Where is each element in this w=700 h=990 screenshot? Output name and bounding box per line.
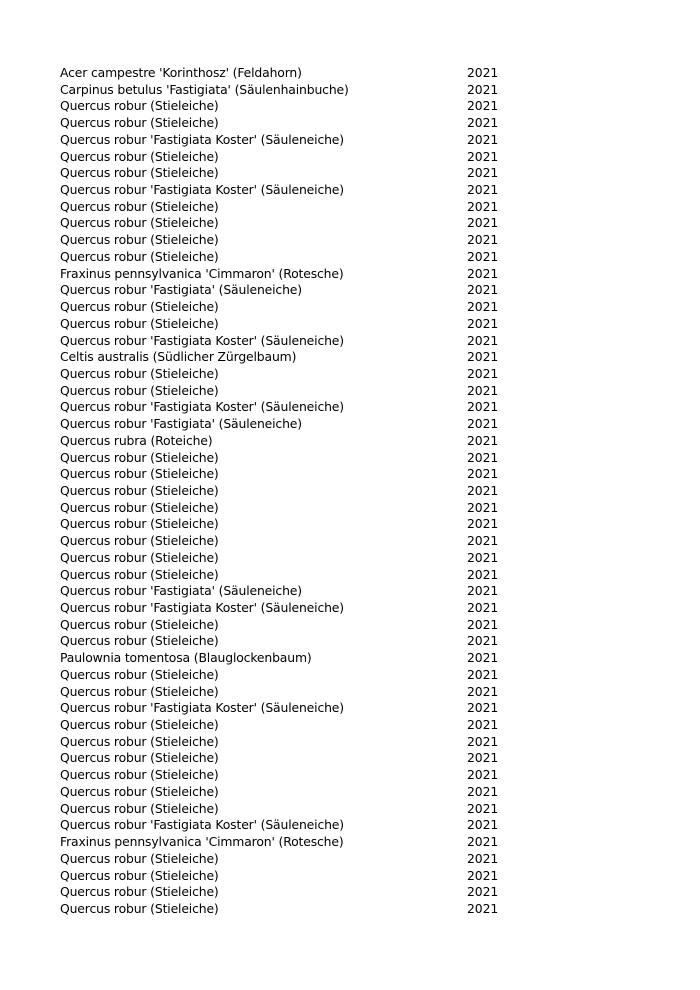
planting-year: 2021	[467, 733, 499, 749]
list-item	[60, 182, 520, 199]
list-item	[60, 199, 520, 216]
planting-year: 2021	[467, 783, 499, 799]
planting-year: 2021	[467, 98, 499, 114]
species-name: Quercus robur (Stieleiche)	[60, 549, 219, 565]
planting-year: 2021	[467, 616, 499, 632]
species-name: Quercus robur 'Fastigiata Koster' (Säuleneiche)	[60, 131, 344, 147]
list-item	[60, 299, 520, 316]
planting-year: 2021	[467, 566, 499, 582]
planting-year: 2021	[467, 666, 499, 682]
species-name: Quercus robur 'Fastigiata Koster' (Säuleneiche)	[60, 700, 344, 716]
list-item	[60, 383, 520, 400]
planting-year: 2021	[467, 817, 499, 833]
planting-year: 2021	[467, 332, 499, 348]
planting-year: 2021	[467, 416, 499, 432]
list-item	[60, 583, 520, 600]
species-name: Quercus robur (Stieleiche)	[60, 633, 219, 649]
planting-year: 2021	[467, 700, 499, 716]
species-name: Quercus robur 'Fastigiata Koster' (Säuleneiche)	[60, 182, 344, 198]
species-name: Quercus robur (Stieleiche)	[60, 165, 219, 181]
list-item	[60, 633, 520, 650]
species-name: Quercus robur (Stieleiche)	[60, 717, 219, 733]
list-item	[60, 282, 520, 299]
species-name: Quercus robur (Stieleiche)	[60, 767, 219, 783]
species-name: Quercus robur (Stieleiche)	[60, 884, 219, 900]
planting-year: 2021	[467, 282, 499, 298]
list-item	[60, 617, 520, 634]
list-item	[60, 416, 520, 433]
species-name: Quercus robur 'Fastigiata' (Säuleneiche)	[60, 282, 302, 298]
list-item	[60, 884, 520, 901]
planting-year: 2021	[467, 131, 499, 147]
tree-list	[60, 65, 520, 918]
species-name: Quercus robur 'Fastigiata Koster' (Säuleneiche)	[60, 332, 344, 348]
species-name: Quercus robur (Stieleiche)	[60, 666, 219, 682]
list-item	[60, 667, 520, 684]
planting-year: 2021	[467, 767, 499, 783]
list-item	[60, 366, 520, 383]
planting-year: 2021	[467, 215, 499, 231]
planting-year: 2021	[467, 482, 499, 498]
list-item	[60, 784, 520, 801]
species-name: Quercus robur (Stieleiche)	[60, 850, 219, 866]
planting-year: 2021	[467, 182, 499, 198]
planting-year: 2021	[467, 850, 499, 866]
planting-year: 2021	[467, 750, 499, 766]
species-name: Paulownia tomentosa (Blauglockenbaum)	[60, 650, 312, 666]
species-name: Quercus robur (Stieleiche)	[60, 783, 219, 799]
species-name: Quercus robur 'Fastigiata' (Säuleneiche)	[60, 416, 302, 432]
list-item	[60, 333, 520, 350]
planting-year: 2021	[467, 884, 499, 900]
planting-year: 2021	[467, 466, 499, 482]
list-item	[60, 483, 520, 500]
species-name: Celtis australis (Südlicher Zürgelbaum)	[60, 349, 297, 365]
planting-year: 2021	[467, 633, 499, 649]
species-name: Quercus robur (Stieleiche)	[60, 616, 219, 632]
list-item	[60, 550, 520, 567]
species-name: Quercus robur (Stieleiche)	[60, 466, 219, 482]
species-name: Fraxinus pennsylvanica 'Cimmaron' (Rotesche)	[60, 265, 344, 281]
list-item	[60, 868, 520, 885]
species-name: Fraxinus pennsylvanica 'Cimmaron' (Rotesche)	[60, 834, 344, 850]
species-name: Quercus robur 'Fastigiata' (Säuleneiche)	[60, 583, 302, 599]
planting-year: 2021	[467, 800, 499, 816]
planting-year: 2021	[467, 315, 499, 331]
list-item	[60, 399, 520, 416]
list-item	[60, 450, 520, 467]
planting-year: 2021	[467, 717, 499, 733]
planting-year: 2021	[467, 299, 499, 315]
planting-year: 2021	[467, 834, 499, 850]
planting-year: 2021	[467, 349, 499, 365]
list-item	[60, 65, 520, 82]
list-item	[60, 266, 520, 283]
species-name: Quercus robur (Stieleiche)	[60, 482, 219, 498]
list-item	[60, 165, 520, 182]
planting-year: 2021	[467, 432, 499, 448]
planting-year: 2021	[467, 198, 499, 214]
planting-year: 2021	[467, 165, 499, 181]
planting-year: 2021	[467, 365, 499, 381]
species-name: Quercus robur (Stieleiche)	[60, 867, 219, 883]
species-name: Quercus robur 'Fastigiata Koster' (Säuleneiche)	[60, 399, 344, 415]
planting-year: 2021	[467, 583, 499, 599]
list-item	[60, 684, 520, 701]
species-name: Quercus robur (Stieleiche)	[60, 198, 219, 214]
planting-year: 2021	[467, 382, 499, 398]
planting-year: 2021	[467, 867, 499, 883]
list-item	[60, 901, 520, 918]
species-name: Quercus robur (Stieleiche)	[60, 115, 219, 131]
species-name: Quercus robur (Stieleiche)	[60, 148, 219, 164]
planting-year: 2021	[467, 148, 499, 164]
list-item	[60, 734, 520, 751]
species-name: Quercus robur (Stieleiche)	[60, 382, 219, 398]
species-name: Quercus robur (Stieleiche)	[60, 449, 219, 465]
list-item	[60, 817, 520, 834]
species-name: Quercus robur (Stieleiche)	[60, 232, 219, 248]
species-name: Quercus robur 'Fastigiata Koster' (Säuleneiche)	[60, 600, 344, 615]
list-item	[60, 533, 520, 550]
list-item	[60, 750, 520, 767]
species-name: Quercus robur (Stieleiche)	[60, 365, 219, 381]
species-name: Quercus rubra (Roteiche)	[60, 432, 213, 448]
list-item	[60, 149, 520, 166]
species-name: Quercus robur (Stieleiche)	[60, 533, 219, 549]
list-item	[60, 115, 520, 132]
planting-year: 2021	[467, 516, 499, 532]
list-item	[60, 232, 520, 249]
planting-year: 2021	[467, 549, 499, 565]
species-name: Quercus robur (Stieleiche)	[60, 315, 219, 331]
planting-year: 2021	[467, 65, 499, 80]
species-name: Acer campestre 'Korinthosz' (Feldahorn)	[60, 65, 302, 80]
planting-year: 2021	[467, 683, 499, 699]
list-item	[60, 650, 520, 667]
list-item	[60, 82, 520, 99]
species-name: Quercus robur (Stieleiche)	[60, 733, 219, 749]
list-item	[60, 851, 520, 868]
planting-year: 2021	[467, 449, 499, 465]
species-name: Carpinus betulus 'Fastigiata' (Säulenhainbuche)	[60, 81, 349, 97]
list-item	[60, 433, 520, 450]
planting-year: 2021	[467, 533, 499, 549]
list-item	[60, 516, 520, 533]
list-item	[60, 215, 520, 232]
species-name: Quercus robur (Stieleiche)	[60, 516, 219, 532]
planting-year: 2021	[467, 232, 499, 248]
species-name: Quercus robur 'Fastigiata Koster' (Säuleneiche)	[60, 817, 344, 833]
planting-year: 2021	[467, 499, 499, 515]
list-item	[60, 700, 520, 717]
list-item	[60, 316, 520, 333]
list-item	[60, 834, 520, 851]
list-item	[60, 767, 520, 784]
planting-year: 2021	[467, 81, 499, 97]
planting-year: 2021	[467, 600, 499, 615]
list-item	[60, 717, 520, 734]
species-name: Quercus robur (Stieleiche)	[60, 683, 219, 699]
planting-year: 2021	[467, 265, 499, 281]
list-item	[60, 132, 520, 149]
species-name: Quercus robur (Stieleiche)	[60, 98, 219, 114]
list-item	[60, 801, 520, 818]
species-name: Quercus robur (Stieleiche)	[60, 248, 219, 264]
species-name: Quercus robur (Stieleiche)	[60, 566, 219, 582]
species-name: Quercus robur (Stieleiche)	[60, 750, 219, 766]
list-item	[60, 249, 520, 266]
planting-year: 2021	[467, 248, 499, 264]
list-item	[60, 98, 520, 115]
planting-year: 2021	[467, 115, 499, 131]
species-name: Quercus robur (Stieleiche)	[60, 900, 219, 916]
species-name: Quercus robur (Stieleiche)	[60, 215, 219, 231]
list-item	[60, 600, 520, 617]
planting-year: 2021	[467, 399, 499, 415]
list-item	[60, 349, 520, 366]
species-name: Quercus robur (Stieleiche)	[60, 800, 219, 816]
list-item	[60, 466, 520, 483]
list-item	[60, 567, 520, 584]
list-item	[60, 500, 520, 517]
planting-year: 2021	[467, 650, 499, 666]
species-name: Quercus robur (Stieleiche)	[60, 299, 219, 315]
planting-year: 2021	[467, 900, 499, 916]
species-name: Quercus robur (Stieleiche)	[60, 499, 219, 515]
